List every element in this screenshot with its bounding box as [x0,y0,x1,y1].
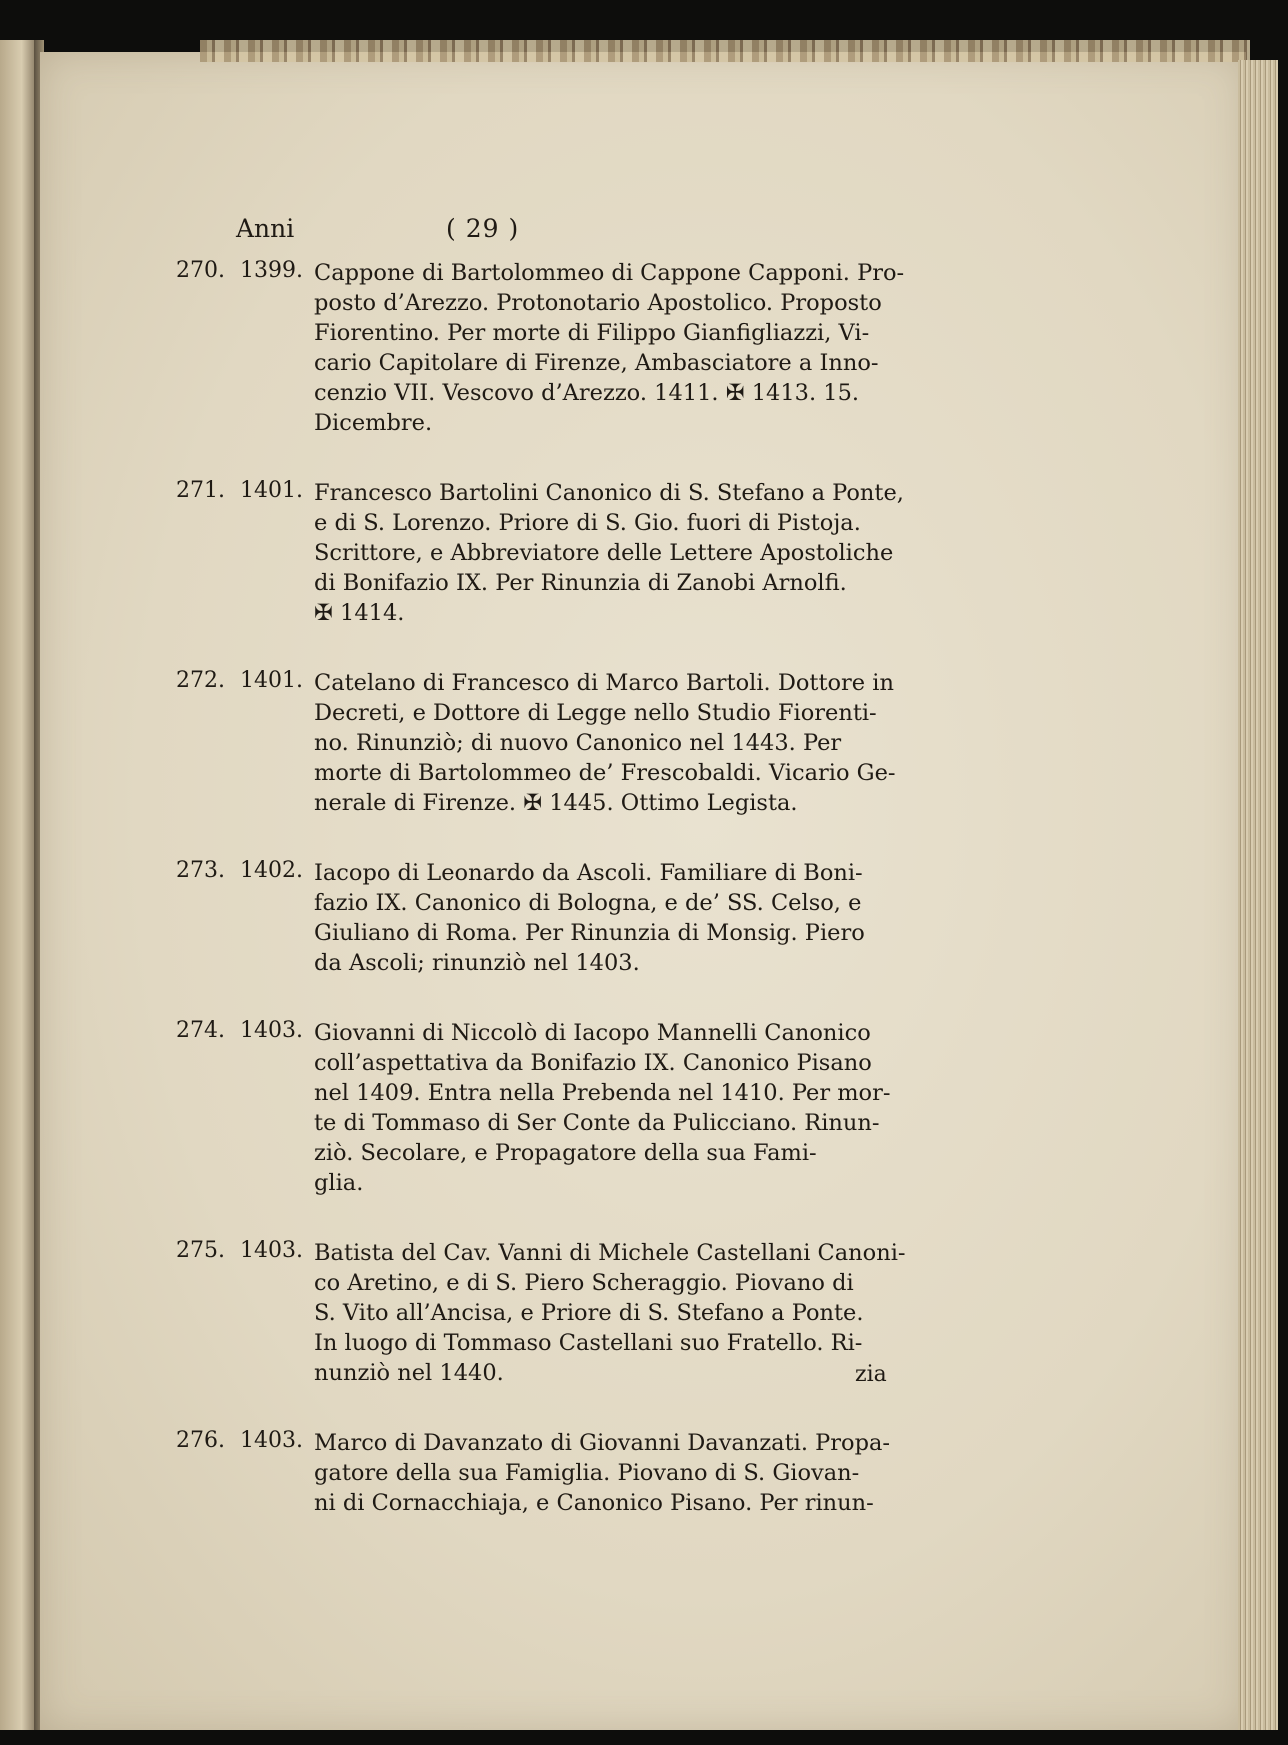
entry-year: 1403. [240,1238,303,1263]
entry-year: 1402. [240,858,303,883]
entry-text: Batista del Cav. Vanni di Michele Castellani Canoni- co Aretino, e di S. Piero Scheraggio. Piovano di S. Vito all’Ancisa, e Priore di S. Stefano a Ponte. In luogo di Tommaso Castellani suo Fratello. Ri- nunziò nel 1440. [314,1240,906,1386]
entry-text: Giovanni di Niccolò di Iacopo Mannelli Canonico coll’aspettativa da Bonifazio IX. Canonico Pisano nel 1409. Entra nella Prebenda nel 1410. Per mor- te di Tommaso di Ser Conte da Pulicciano. Rinun- ziò. Secolare, e Propagatore della sua Fami- glia. [314,1020,891,1196]
scan-background [0,1730,1288,1745]
entry-text: Francesco Bartolini Canonico di S. Stefano a Ponte, e di S. Lorenzo. Priore di S. Gio. fuori di Pistoja. Scrittore, e Abbreviatore delle Lettere Apostoliche di Bonifazio IX. Per Rinunzia di Zanobi Arnolfi. ✠ 1414. [314,480,904,626]
entry-year: 1399. [240,258,303,283]
entry-number: 276. [176,1428,225,1453]
entry-number: 275. [176,1238,225,1263]
entry-text: Marco di Davanzato di Giovanni Davanzati. Propa- gatore della sua Famiglia. Piovano di S. Giovan- ni di Cornacchiaja, e Canonico Pisano. Per rinun- [314,1430,891,1516]
entry [176,1238,936,1388]
entry [176,858,936,978]
entry [176,668,936,818]
entry-number: 271. [176,478,225,503]
entry-number: 274. [176,1018,225,1043]
entry-text: Catelano di Francesco di Marco Bartoli. Dottore in Decreti, e Dottore di Legge nello Studio Fiorenti- no. Rinunziò; di nuovo Canonico nel 1443. Per morte di Bartolommeo de’ Frescobaldi. Vicario Ge- nerale di Firenze. ✠ 1445. Ottimo Legista. [314,670,896,816]
entry-year: 1403. [240,1018,303,1043]
catchword: zia [855,1362,887,1387]
entry [176,1018,936,1198]
entry-text: Iacopo di Leonardo da Ascoli. Familiare di Boni- fazio IX. Canonico di Bologna, e de’ SS. Celso, e Giuliano di Roma. Per Rinunzia di Monsig. Piero da Ascoli; rinunziò nel 1403. [314,860,865,976]
page-top-edge [200,40,1250,62]
entry-list [176,258,936,1558]
page-number: ( 29 ) [446,214,520,243]
entry-year: 1401. [240,668,303,693]
running-head-word: Anni [236,214,295,243]
entry [176,258,936,438]
page-fore-edge [1238,60,1278,1730]
entry-number: 272. [176,668,225,693]
entry-text: Cappone di Bartolommeo di Cappone Capponi. Pro- posto d’Arezzo. Protonotario Apostolico. Proposto Fiorentino. Per morte di Filippo Gianfigliazzi, Vi- cario Capitolare di Firenze, Ambasciatore a Inno- cenzio VII. Vescovo d’Arezzo. 1411. ✠ 1413. 15. Dicembre. [314,260,905,436]
entry-number: 273. [176,858,225,883]
left-page-edge [0,40,36,1730]
entry [176,1428,936,1518]
entry-year: 1401. [240,478,303,503]
entry-year: 1403. [240,1428,303,1453]
entry [176,478,936,628]
running-head [236,214,1036,254]
entry-number: 270. [176,258,225,283]
